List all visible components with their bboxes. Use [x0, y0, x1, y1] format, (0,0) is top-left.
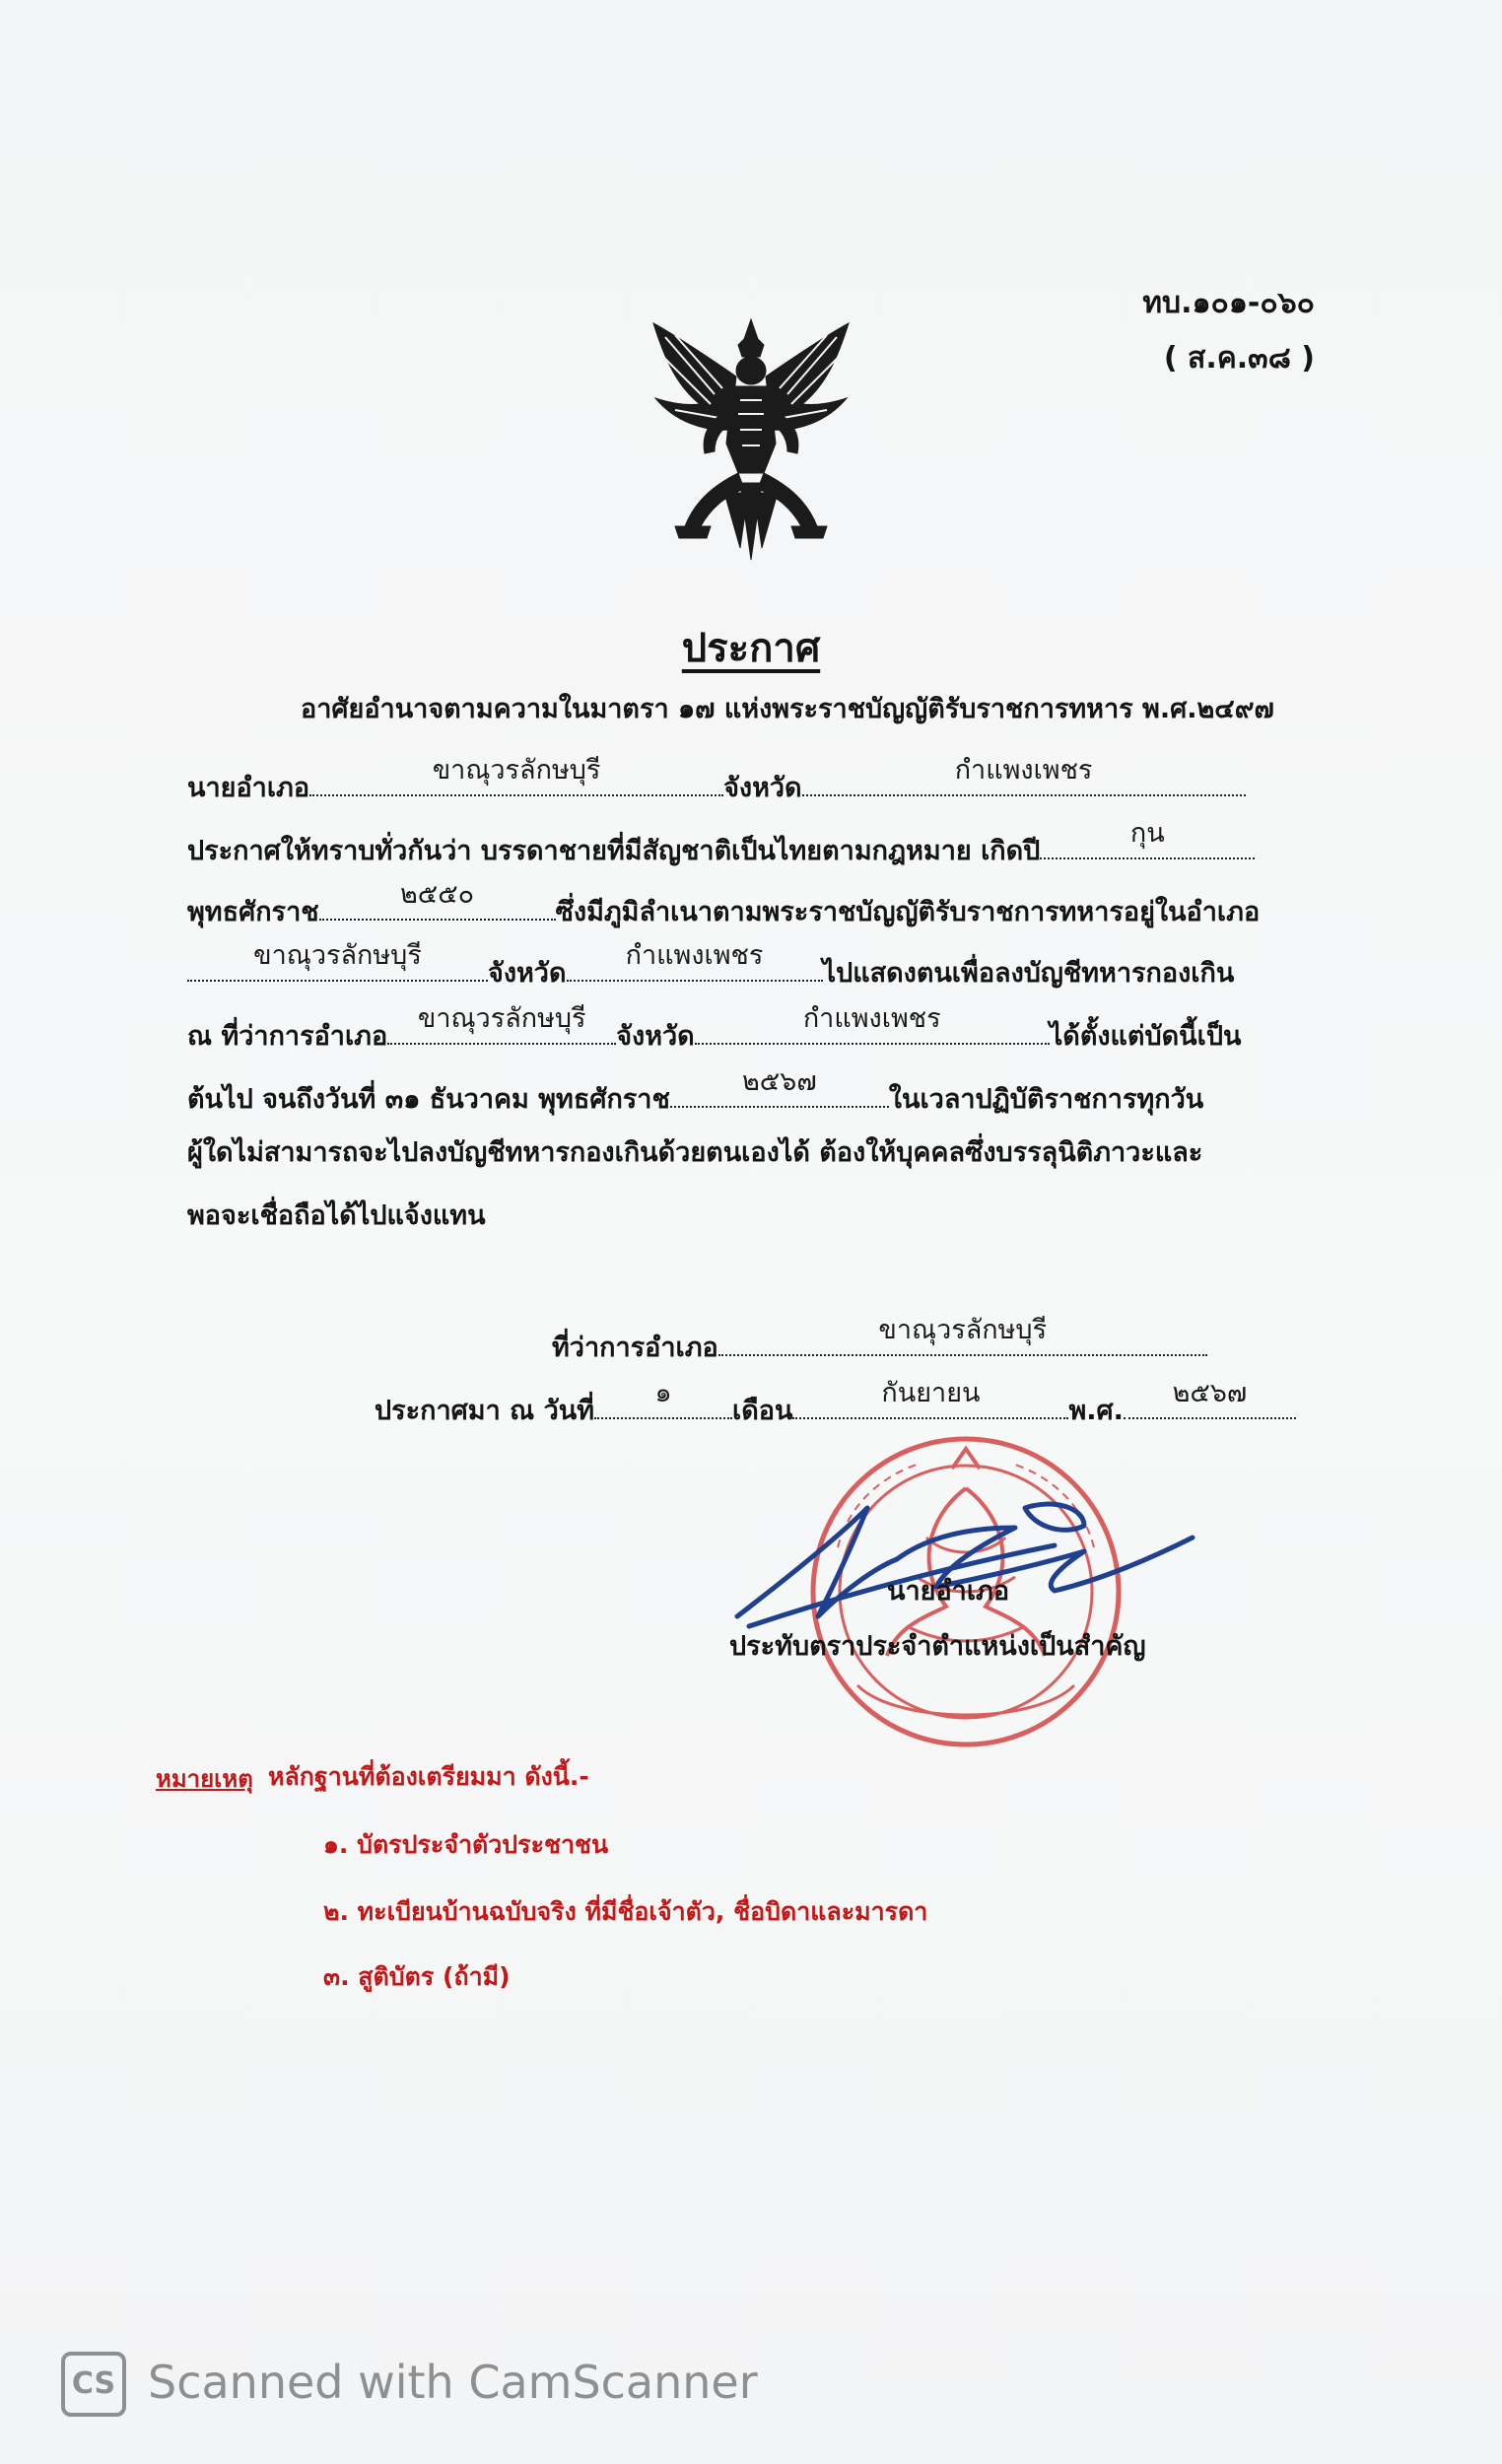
domicile-province-value: กำแพงเพชร: [625, 940, 764, 971]
office-province-field: [695, 1003, 1050, 1045]
province-label-2: จังหวัด: [488, 958, 567, 989]
year-label: พ.ศ.: [1068, 1396, 1124, 1426]
form-code: [1142, 276, 1315, 386]
birth-year-value: ๒๕๕๐: [399, 879, 475, 910]
deadline-year-field: [670, 1066, 889, 1108]
province-field: [802, 755, 1246, 796]
announce-text: ประกาศให้ทราบทั่วกันว่า บรรดาชายที่มีสัญชาติเป็นไทยตามกฎหมาย เกิดปี: [187, 836, 1041, 866]
birth-year-animal-value: กุน: [1129, 818, 1165, 849]
district-field: [309, 755, 723, 796]
deadline-text: ต้นไป จนถึงวันที่ ๓๑ ธันวาคม พุทธศักราช: [187, 1084, 670, 1115]
body-line-2: [187, 755, 1246, 808]
month-field: [792, 1378, 1068, 1419]
office-district-value: ขาณุวรลักษบุรี: [417, 1003, 586, 1034]
district-value: ขาณุวรลักษบุรี: [432, 755, 601, 786]
body-line-4: [187, 879, 1261, 932]
document-title: ประกาศ: [681, 626, 821, 671]
province-label: จังหวัด: [723, 773, 802, 803]
body-line-3: [187, 818, 1255, 871]
birth-year-field: [319, 879, 556, 921]
buddhist-era-label: พุทธศักราช: [187, 897, 319, 927]
from-now-text: ได้ตั้งแต่บัดนี้เป็น: [1049, 1021, 1242, 1052]
official-title: นายอำเภอ: [887, 1576, 1010, 1607]
domicile-district-field: [187, 940, 488, 982]
day-field: [594, 1378, 732, 1419]
garuda-emblem-icon: [646, 315, 857, 562]
domicile-district-value: ขาณุวรลักษบุรี: [253, 940, 422, 971]
domicile-province-field: [567, 940, 823, 982]
note-intro: หลักฐานที่ต้องเตรียมมา ดังนี้.-: [268, 1762, 589, 1791]
note-item: ๑. บัตรประจำตัวประชาชน: [323, 1830, 609, 1859]
office-district-field: [387, 1003, 616, 1045]
announce-date-label: ประกาศมา ณ วันที่: [375, 1396, 595, 1426]
deadline-year-value: ๒๕๖๗: [741, 1066, 817, 1097]
camscanner-watermark: Scanned with CamScanner: [148, 2356, 758, 2409]
year-field: [1124, 1378, 1296, 1419]
office-place-field: [718, 1315, 1207, 1356]
body-line-5: [187, 940, 1235, 993]
office-place-value: ขาณุวรลักษบุรี: [878, 1315, 1048, 1345]
office-hours-text: ในเวลาปฏิบัติราชการทุกวัน: [888, 1084, 1204, 1115]
announce-date-line: [375, 1378, 1296, 1431]
body-line-1: อาศัยอำนาจตามความในมาตรา ๑๗ แห่งพระราชบัญญัติรับราชการทหาร พ.ศ.๒๔๙๗: [301, 694, 1274, 724]
birth-year-animal-field: [1040, 818, 1255, 859]
note-item: ๒. ทะเบียนบ้านฉบับจริง ที่มีชื่อเจ้าตัว, ชื่อบิดาและมารดา: [323, 1897, 928, 1926]
body-line-8: ผู้ใดไม่สามารถจะไปลงบัญชีทหารกองเกินด้วยตนเองได้ ต้องให้บุคคลซึ่งบรรลุนิติภาวะและ: [187, 1137, 1203, 1168]
province-value: กำแพงเพชร: [954, 755, 1093, 786]
office-text: ณ ที่ว่าการอำเภอ: [187, 1021, 388, 1052]
province-label-3: จังหวัด: [616, 1021, 695, 1052]
office-place-label: ที่ว่าการอำเภอ: [552, 1333, 718, 1363]
body-line-7: [187, 1066, 1204, 1120]
month-value: กันยายน: [881, 1378, 981, 1408]
body-line-6: [187, 1003, 1242, 1057]
body-line-9: พอจะเชื่อถือได้ไปแจ้งแทน: [187, 1200, 486, 1231]
day-value: ๑: [654, 1378, 672, 1408]
note-label: หมายเหตุ: [156, 1765, 253, 1793]
camscanner-logo-icon: CS: [61, 2352, 126, 2417]
month-label: เดือน: [732, 1396, 793, 1426]
year-value: ๒๕๖๗: [1172, 1378, 1248, 1408]
form-code-number: ทบ.๑๐๑-๐๖๐: [1142, 286, 1315, 320]
register-text: ไปแสดงตนเพื่อลงบัญชีทหารกองเกิน: [822, 958, 1235, 989]
form-code-sub: ( ส.ค.๓๘ ): [1163, 341, 1315, 376]
office-place-line: [552, 1315, 1207, 1368]
seal-caption: ประทับตราประจำตำแหน่งเป็นสำคัญ: [729, 1631, 1146, 1662]
district-head-label: นายอำเภอ: [187, 773, 310, 803]
domicile-text: ซึ่งมีภูมิลำเนาตามพระราชบัญญัติรับราชการทหารอยู่ในอำเภอ: [555, 897, 1261, 927]
note-item: ๓. สูติบัตร (ถ้ามี): [323, 1962, 511, 1991]
office-province-value: กำแพงเพชร: [802, 1003, 941, 1034]
